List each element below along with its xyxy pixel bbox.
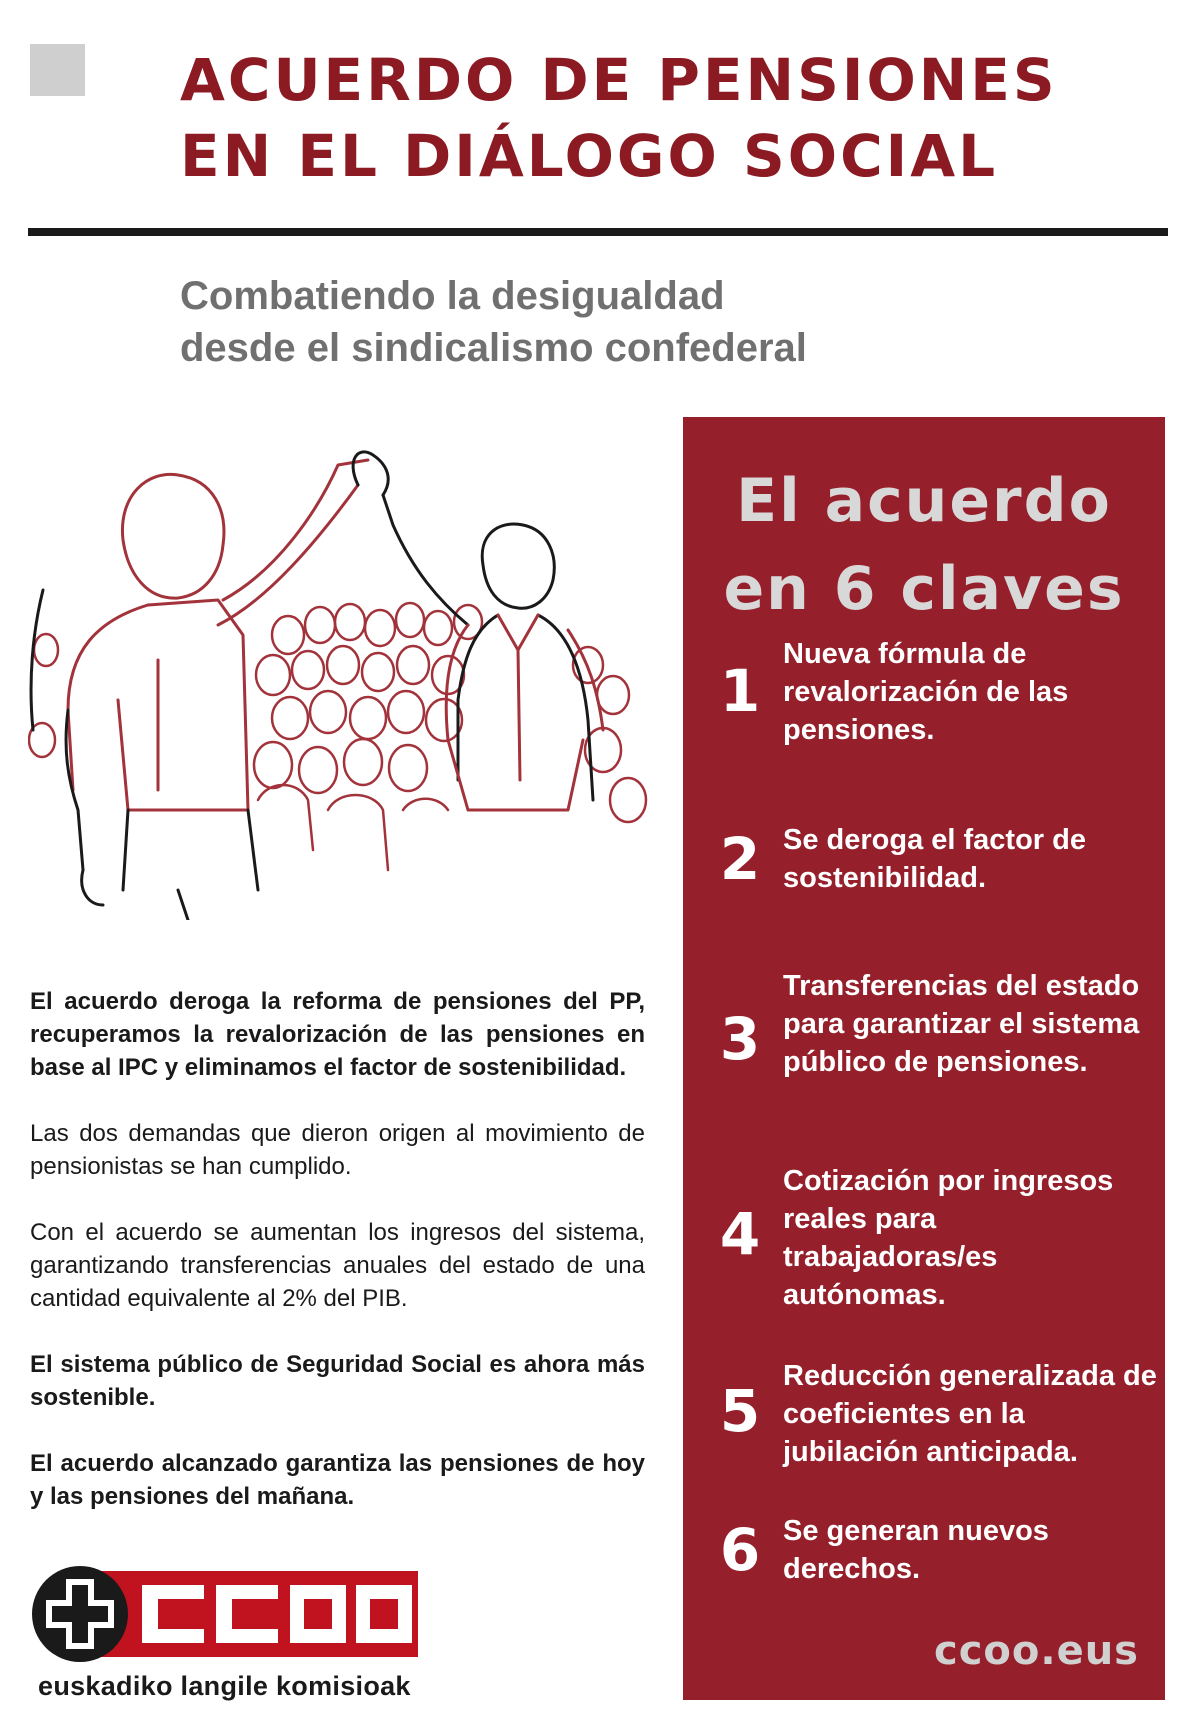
raised-hands: [353, 452, 468, 625]
key-number: 1: [719, 657, 761, 725]
key-text: Reducción generalizada de coeficientes en la jubilación anticipada.: [783, 1360, 1157, 1468]
ccoo-logo: [30, 1565, 420, 1705]
crowd-illustration: [28, 450, 658, 920]
subtitle: [180, 270, 1080, 374]
body-text: [30, 985, 645, 1546]
ccoo-logo-mark: [30, 1565, 420, 1663]
paragraph-1: El acuerdo deroga la reforma de pensiones del PP, recuperamos la revalorización de las pensiones en base al IPC y eliminamos el factor de sostenibilidad.: [30, 988, 645, 1081]
man-figure: [68, 460, 368, 810]
key-number: 2: [719, 825, 761, 893]
paragraph-4: El sistema público de Seguridad Social es ahora más sostenible.: [30, 1351, 645, 1411]
panel-title-line-2: en 6 claves: [723, 554, 1125, 624]
key-number: 4: [719, 1200, 761, 1268]
subtitle-line-1: Combatiendo la desigualdad: [180, 274, 725, 318]
title-line-2: EN EL DIÁLOGO SOCIAL: [180, 122, 999, 190]
panel-title: [683, 457, 1165, 633]
paragraph-5: El acuerdo alcanzado garantiza las pensiones de hoy y las pensiones del mañana.: [30, 1450, 645, 1510]
panel-title-line-1: El acuerdo: [736, 466, 1112, 536]
key-text: Se deroga el factor de sostenibilidad.: [783, 824, 1086, 894]
page-title: [180, 42, 1180, 194]
website-link[interactable]: ccoo.eus: [934, 1628, 1139, 1674]
paragraph-2: Las dos demandas que dieron origen al movimiento de pensionistas se han cumplido.: [30, 1120, 645, 1180]
key-number: 6: [719, 1516, 761, 1584]
key-number: 3: [719, 1005, 761, 1073]
title-divider: [28, 228, 1168, 236]
six-keys-panel: [683, 417, 1165, 1700]
key-text: Nueva fórmula de revalorización de las pensiones.: [783, 638, 1069, 746]
logo-tagline: euskadiko langile komisioak: [38, 1671, 411, 1701]
woman-clothes: [446, 615, 603, 810]
key-number: 5: [719, 1377, 761, 1445]
paragraph-3: Con el acuerdo se aumentan los ingresos del sistema, garantizando transferencias anuales del estado de una cantidad equivalente al 2% del PIB.: [30, 1219, 645, 1312]
key-text: Cotización por ingresos reales para trabajadoras/es autónomas.: [783, 1165, 1114, 1311]
title-line-1: ACUERDO DE PENSIONES: [180, 46, 1058, 114]
key-text: Transferencias del estado para garantizar el sistema público de pensiones.: [783, 970, 1140, 1078]
decorative-square: [30, 44, 85, 96]
key-text: Se generan nuevos derechos.: [783, 1515, 1049, 1585]
subtitle-line-2: desde el sindicalismo confederal: [180, 326, 807, 370]
man-body-lines: [31, 590, 258, 920]
